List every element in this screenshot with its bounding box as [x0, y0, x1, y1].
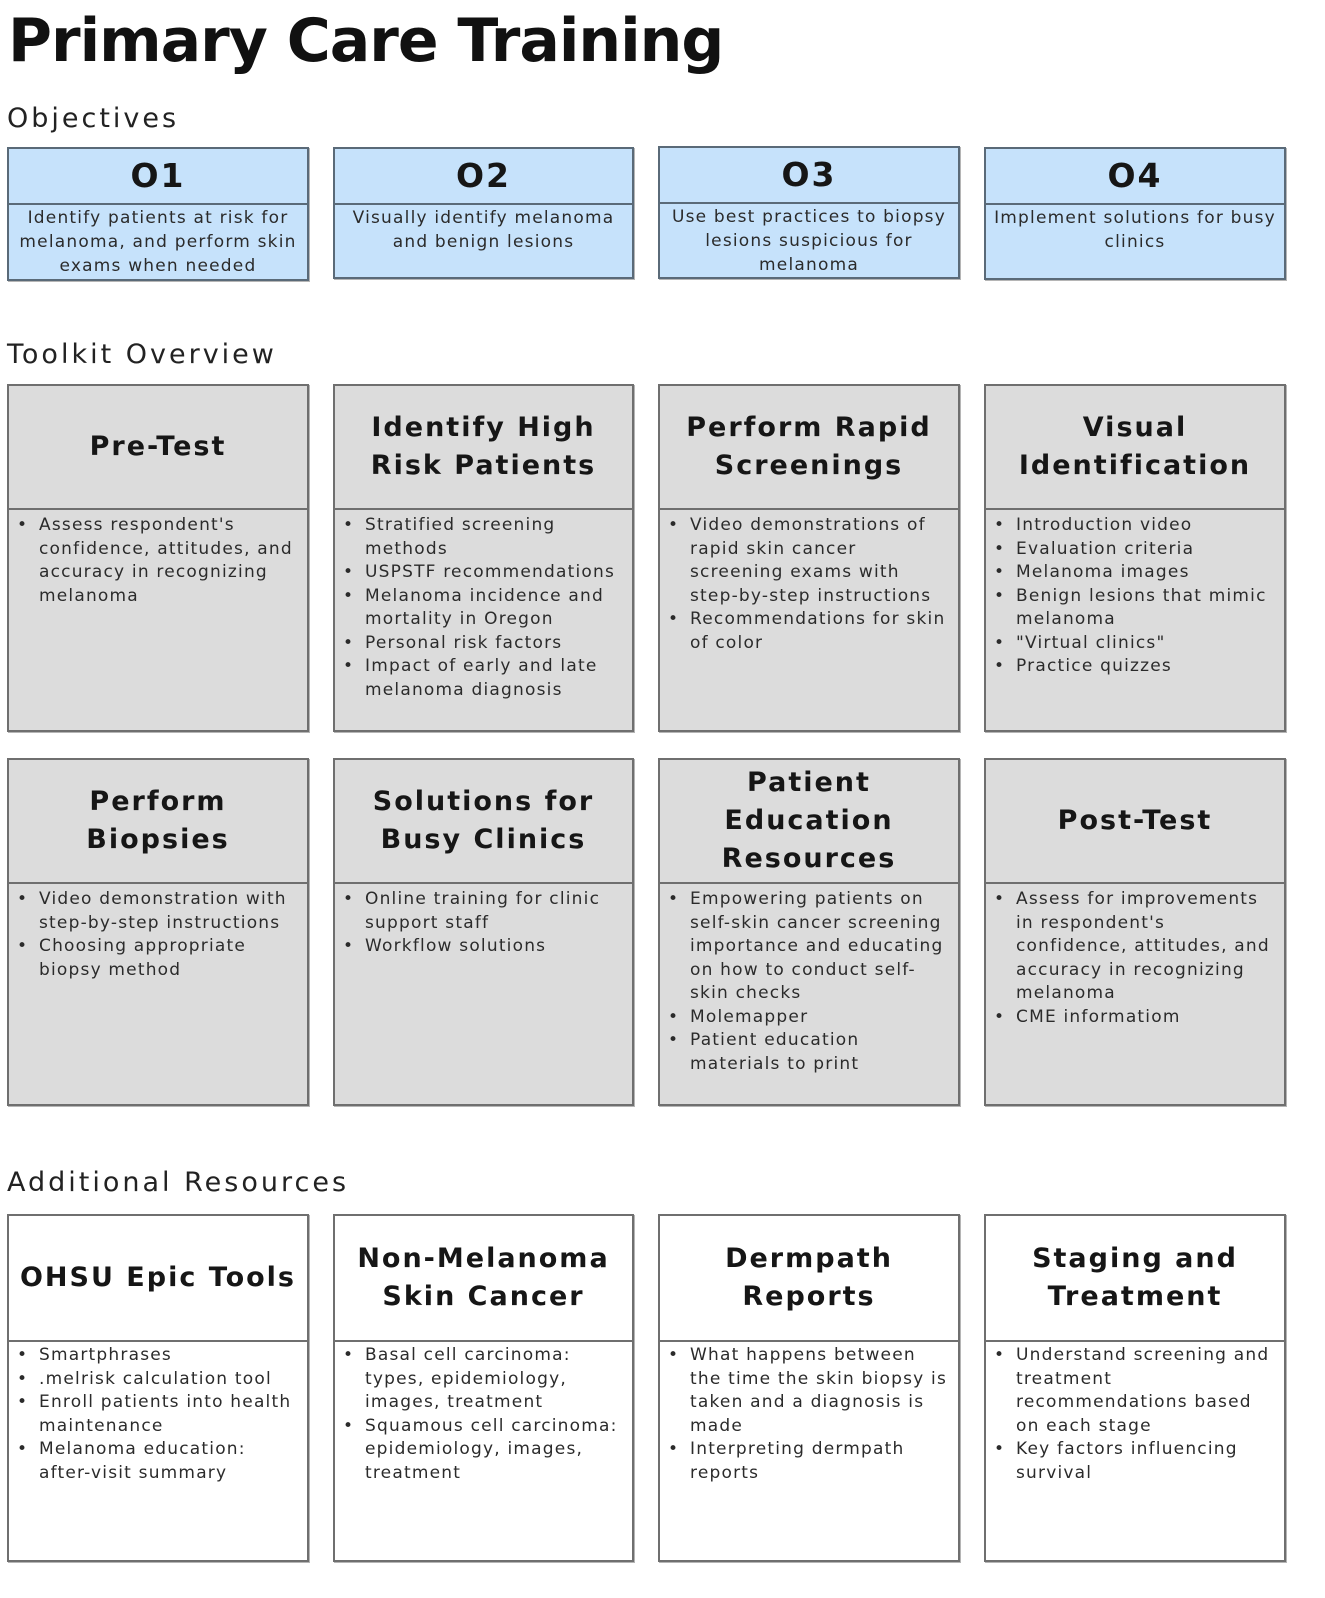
toolkit-card-body	[335, 884, 632, 1104]
toolkit-card-pre-test	[7, 384, 309, 732]
resource-card-staging-and-treatment	[984, 1214, 1286, 1562]
list-item: • Benign lesions that mimic melanoma	[1016, 585, 1278, 632]
list-item: • Choosing appropriate biopsy method	[39, 935, 301, 982]
resource-card-dermpath-reports	[658, 1214, 960, 1562]
list-item: • Melanoma education: after-visit summary	[39, 1438, 301, 1485]
toolkit-card-header	[986, 760, 1284, 884]
toolkit-item-list	[986, 510, 1284, 679]
resource-card-body	[660, 1342, 958, 1560]
list-item: • Video demonstration with step-by-step instructions	[39, 888, 301, 935]
toolkit-card-body	[660, 510, 958, 730]
toolkit-heading: Toolkit Overview	[7, 339, 277, 370]
page-title: Primary Care Training	[8, 6, 724, 76]
resource-card-body	[986, 1342, 1284, 1560]
resource-card-body	[9, 1342, 307, 1560]
toolkit-card-body	[986, 884, 1284, 1104]
list-item: • Key factors influencing survival	[1016, 1438, 1278, 1485]
resource-card-title: Non-Melanoma Skin Cancer	[357, 1243, 610, 1312]
list-item: • USPSTF recommendations	[365, 561, 626, 585]
toolkit-card-title: Solutions for Busy Clinics	[372, 786, 595, 855]
objectives-heading: Objectives	[7, 103, 180, 134]
toolkit-item-list	[335, 884, 632, 959]
list-item: • Online training for clinic support staff	[365, 888, 626, 935]
toolkit-card-visual-identification	[984, 384, 1286, 732]
toolkit-item-list	[986, 884, 1284, 1029]
objective-card-header	[9, 149, 307, 205]
list-item: • Introduction video	[1016, 514, 1278, 538]
list-item: • Practice quizzes	[1016, 655, 1278, 679]
list-item: • Personal risk factors	[365, 632, 626, 656]
toolkit-card-body	[660, 884, 958, 1104]
resource-card-header	[660, 1216, 958, 1342]
list-item: • Impact of early and late melanoma diagnosis	[365, 655, 626, 702]
toolkit-item-list	[335, 510, 632, 702]
resource-card-header	[335, 1216, 632, 1342]
objective-label: O3	[781, 155, 837, 194]
resource-card-ohsu-epic-tools	[7, 1214, 309, 1562]
resource-card-title: Dermpath Reports	[725, 1243, 893, 1312]
resource-card-title: OHSU Epic Tools	[19, 1262, 296, 1293]
toolkit-card-perform-biopsies	[7, 758, 309, 1106]
toolkit-card-title: Perform Biopsies	[86, 786, 230, 855]
objective-label: O1	[130, 156, 186, 195]
toolkit-card-title: Visual Identification	[1018, 412, 1252, 481]
list-item: • Understand screening and treatment recommendations based on each stage	[1016, 1344, 1278, 1438]
objective-description: Use best practices to biopsy lesions suspicious for melanoma	[671, 207, 947, 275]
list-item: • Basal cell carcinoma: types, epidemiology, images, treatment	[365, 1344, 626, 1415]
resource-card-body	[335, 1342, 632, 1560]
toolkit-item-list	[660, 884, 958, 1076]
resource-card-non-melanoma-skin-cancer	[333, 1214, 634, 1562]
resource-item-list	[986, 1342, 1284, 1485]
toolkit-item-list	[9, 510, 307, 608]
objective-card-o4	[984, 147, 1286, 280]
toolkit-card-header	[9, 386, 307, 510]
list-item: • Recommendations for skin of color	[690, 608, 952, 655]
list-item: • Assess respondent's confidence, attitudes, and accuracy in recognizing melanoma	[39, 514, 301, 608]
list-item: • Squamous cell carcinoma: epidemiology, images, treatment	[365, 1415, 626, 1486]
objective-label: O4	[1107, 156, 1163, 195]
objective-card-header	[660, 148, 958, 204]
list-item: • Empowering patients on self-skin cancer screening importance and educating on how to conduct self-skin checks	[690, 888, 952, 1006]
toolkit-card-title: Pre-Test	[89, 431, 227, 462]
objective-description: Visually identify melanoma and benign lesions	[352, 208, 615, 252]
toolkit-card-patient-education-resources	[658, 758, 960, 1106]
toolkit-item-list	[660, 510, 958, 655]
list-item: • What happens between the time the skin biopsy is taken and a diagnosis is made	[690, 1344, 952, 1438]
toolkit-card-header	[986, 386, 1284, 510]
additional-resources-heading: Additional Resources	[7, 1167, 350, 1198]
toolkit-card-title: Post-Test	[1057, 805, 1213, 836]
resource-item-list	[9, 1342, 307, 1485]
objective-card-o1	[7, 147, 309, 281]
resource-card-header	[986, 1216, 1284, 1342]
list-item: • Workflow solutions	[365, 935, 626, 959]
objective-description: Identify patients at risk for melanoma, and perform skin exams when needed	[19, 208, 297, 276]
list-item: • Melanoma images	[1016, 561, 1278, 585]
toolkit-card-body	[986, 510, 1284, 730]
list-item: • CME informatiom	[1016, 1006, 1278, 1030]
list-item: • Evaluation criteria	[1016, 538, 1278, 562]
toolkit-card-title: Identify High Risk Patients	[370, 412, 597, 481]
toolkit-card-body	[9, 884, 307, 1104]
objective-card-header	[335, 149, 632, 205]
toolkit-card-title: Patient Education Resources	[721, 767, 897, 874]
list-item: • Stratified screening methods	[365, 514, 626, 561]
toolkit-card-header	[660, 760, 958, 884]
resource-card-header	[9, 1216, 307, 1342]
toolkit-card-identify-high-risk-patients	[333, 384, 634, 732]
toolkit-card-header	[335, 760, 632, 884]
objective-card-o2	[333, 147, 634, 279]
list-item: • Melanoma incidence and mortality in Oregon	[365, 585, 626, 632]
resource-item-list	[335, 1342, 632, 1485]
toolkit-card-solutions-for-busy-clinics	[333, 758, 634, 1106]
list-item: • Molemapper	[690, 1006, 952, 1030]
toolkit-card-body	[9, 510, 307, 730]
toolkit-card-header	[660, 386, 958, 510]
list-item: • Interpreting dermpath reports	[690, 1438, 952, 1485]
list-item: • "Virtual clinics"	[1016, 632, 1278, 656]
list-item: • Assess for improvements in respondent's confidence, attitudes, and accuracy in recognizing melanoma	[1016, 888, 1278, 1006]
objective-card-o3	[658, 146, 960, 279]
toolkit-card-header	[9, 760, 307, 884]
list-item: • .melrisk calculation tool	[39, 1368, 301, 1392]
list-item: • Enroll patients into health maintenance	[39, 1391, 301, 1438]
objective-card-header	[986, 149, 1284, 205]
toolkit-card-header	[335, 386, 632, 510]
toolkit-card-perform-rapid-screenings	[658, 384, 960, 732]
objective-label: O2	[455, 156, 511, 195]
objective-description: Implement solutions for busy clinics	[994, 208, 1276, 252]
resource-card-title: Staging and Treatment	[1032, 1243, 1238, 1312]
resource-item-list	[660, 1342, 958, 1485]
toolkit-item-list	[9, 884, 307, 982]
list-item: • Patient education materials to print	[690, 1029, 952, 1076]
list-item: • Smartphrases	[39, 1344, 301, 1368]
toolkit-card-body	[335, 510, 632, 730]
list-item: • Video demonstrations of rapid skin cancer screening exams with step-by-step instructions	[690, 514, 952, 608]
toolkit-card-post-test	[984, 758, 1286, 1106]
toolkit-card-title: Perform Rapid Screenings	[686, 412, 932, 481]
